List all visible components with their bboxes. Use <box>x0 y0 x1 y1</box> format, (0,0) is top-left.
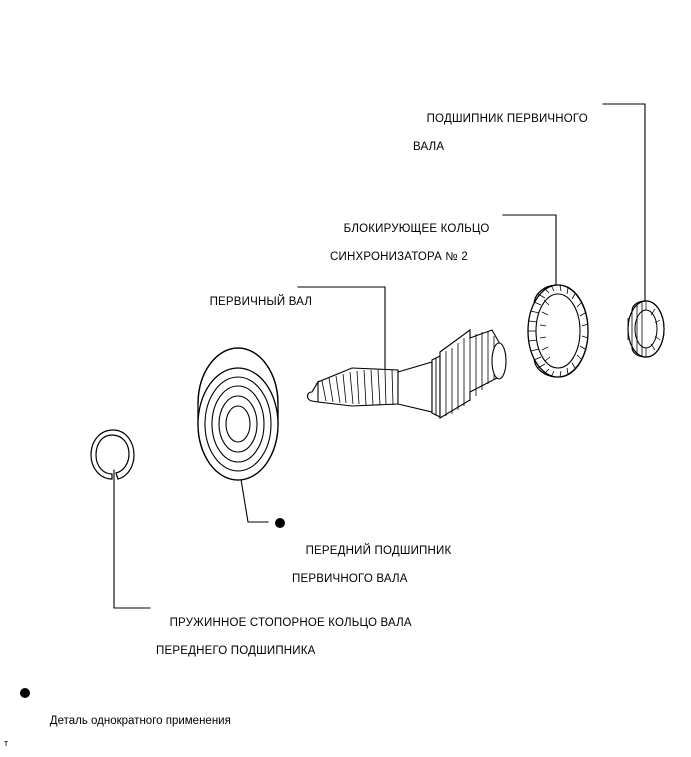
footnote-bullet-icon <box>20 688 30 698</box>
label-front-bearing-line1: ПЕРЕДНИЙ ПОДШИПНИК <box>305 545 452 557</box>
label-input-shaft-bearing-line1: ПОДШИПНИК ПЕРВИЧНОГО <box>426 113 588 125</box>
part-front-bearing <box>198 348 278 480</box>
part-snap-ring <box>91 430 134 479</box>
label-front-bearing <box>275 516 451 614</box>
single-use-bullet-icon <box>275 518 285 528</box>
label-input-shaft-line1: ПЕРВИЧНЫЙ ВАЛ <box>209 296 313 308</box>
leader-input-shaft-bearing <box>603 104 645 305</box>
synchronizer-ring-inner <box>536 294 580 368</box>
part-synchronizer-ring <box>528 285 588 377</box>
label-snap-ring-line1: ПРУЖИННОЕ СТОПОРНОЕ КОЛЬЦО ВАЛА <box>169 617 412 629</box>
label-input-shaft <box>196 281 312 323</box>
footnote-single-use-part <box>20 686 231 742</box>
footnote-text: Деталь однократного применения <box>49 715 231 727</box>
part-input-shaft-bearing <box>628 301 664 357</box>
front-bearing-bore <box>226 406 250 442</box>
corner-mark: т <box>4 738 9 748</box>
label-front-bearing-line2: ПЕРВИЧНОГО ВАЛА <box>292 573 408 585</box>
label-snap-ring <box>156 602 412 686</box>
part-input-shaft <box>308 330 507 418</box>
needle-bearing-bore <box>635 310 657 348</box>
label-no2-synchronizer-ring <box>330 208 490 292</box>
label-no2-synchronizer-ring-line2: СИНХРОНИЗАТОРА № 2 <box>330 251 468 263</box>
label-input-shaft-bearing <box>413 98 588 182</box>
label-input-shaft-bearing-line2: ВАЛА <box>413 141 445 153</box>
leader-snap-ring <box>114 470 150 608</box>
label-no2-synchronizer-ring-line1: БЛОКИРУЮЩЕЕ КОЛЬЦО <box>343 223 490 235</box>
label-snap-ring-line2: ПЕРЕДНЕГО ПОДШИПНИКА <box>156 645 316 657</box>
